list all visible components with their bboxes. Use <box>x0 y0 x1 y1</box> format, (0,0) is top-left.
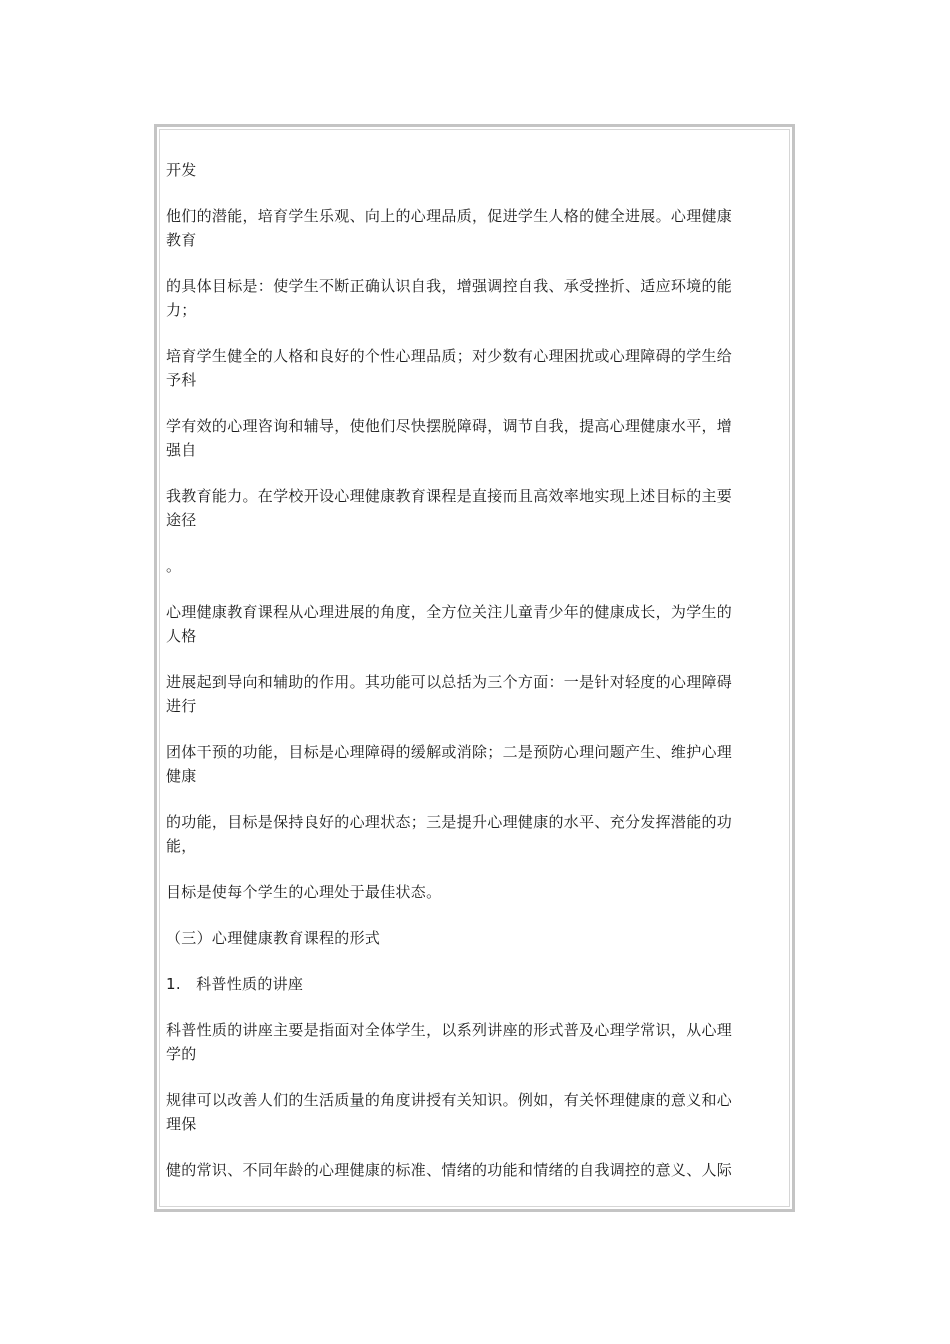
document-paragraph <box>166 670 788 718</box>
document-paragraph <box>166 158 788 182</box>
paragraph-line: 规律可以改善人们的生活质量的角度讲授有关知识。例如，有关怀理健康的意义和心 <box>166 1091 733 1109</box>
paragraph-line: 心理健康教育课程从心理进展的角度，全方位关注儿童青少年的健康成长，为学生的 <box>166 603 733 621</box>
content-frame <box>154 124 795 1212</box>
document-paragraph <box>166 554 788 578</box>
paragraph-line: 学有效的心理咨询和辅导，使他们尽快摆脱障碍，调节自我，提高心理健康水平，增 <box>166 417 733 435</box>
document-body <box>166 158 788 1204</box>
paragraph-line: 健康 <box>166 767 197 785</box>
paragraph-line: 健的常识、不同年龄的心理健康的标准、情绪的功能和情绪的自我调控的意义、人际 <box>166 1161 733 1179</box>
document-paragraph <box>166 810 788 858</box>
paragraph-line: 予科 <box>166 371 197 389</box>
paragraph-line: 培育学生健全的人格和良好的个性心理品质；对少数有心理困扰或心理障碍的学生给 <box>166 347 733 365</box>
document-paragraph <box>166 600 788 648</box>
paragraph-line: 进行 <box>166 697 197 715</box>
paragraph-line: 1. 科普性质的讲座 <box>166 975 304 993</box>
paragraph-line: 目标是使每个学生的心理处于最佳状态。 <box>166 883 442 901</box>
paragraph-line: 途径 <box>166 511 197 529</box>
document-paragraph <box>166 1018 788 1066</box>
paragraph-line: 科普性质的讲座主要是指面对全体学生，以系列讲座的形式普及心理学常识，从心理 <box>166 1021 733 1039</box>
paragraph-line: 。 <box>166 557 182 575</box>
document-paragraph <box>166 926 788 950</box>
paragraph-line: （三）心理健康教育课程的形式 <box>166 929 381 947</box>
document-paragraph <box>166 344 788 392</box>
paragraph-line: 强自 <box>166 441 197 459</box>
paragraph-line: 我教育能力。在学校开设心理健康教育课程是直接而且高效率地实现上述目标的主要 <box>166 487 733 505</box>
paragraph-line: 人格 <box>166 627 197 645</box>
paragraph-line: 力； <box>166 301 197 319</box>
paragraph-line: 的具体目标是：使学生不断正确认识自我，增强调控自我、承受挫折、适应环境的能 <box>166 277 733 295</box>
document-paragraph <box>166 972 788 996</box>
content-frame-inner <box>159 129 790 1207</box>
document-paragraph <box>166 414 788 462</box>
paragraph-line: 学的 <box>166 1045 197 1063</box>
document-paragraph <box>166 1088 788 1136</box>
paragraph-line: 他们的潜能，培育学生乐观、向上的心理品质，促进学生人格的健全进展。心理健康 <box>166 207 733 225</box>
document-paragraph <box>166 880 788 904</box>
paragraph-line: 能， <box>166 837 197 855</box>
paragraph-line: 的功能，目标是保持良好的心理状态；三是提升心理健康的水平、充分发挥潜能的功 <box>166 813 733 831</box>
document-paragraph <box>166 1158 788 1182</box>
paragraph-line: 进展起到导向和辅助的作用。其功能可以总括为三个方面：一是针对轻度的心理障碍 <box>166 673 733 691</box>
document-paragraph <box>166 274 788 322</box>
paragraph-line: 教育 <box>166 231 197 249</box>
document-paragraph <box>166 740 788 788</box>
document-paragraph <box>166 484 788 532</box>
document-paragraph <box>166 204 788 252</box>
paragraph-line: 团体干预的功能，目标是心理障碍的缓解或消除；二是预防心理问题产生、维护心理 <box>166 743 733 761</box>
paragraph-line: 开发 <box>166 161 197 179</box>
paragraph-line: 理保 <box>166 1115 197 1133</box>
